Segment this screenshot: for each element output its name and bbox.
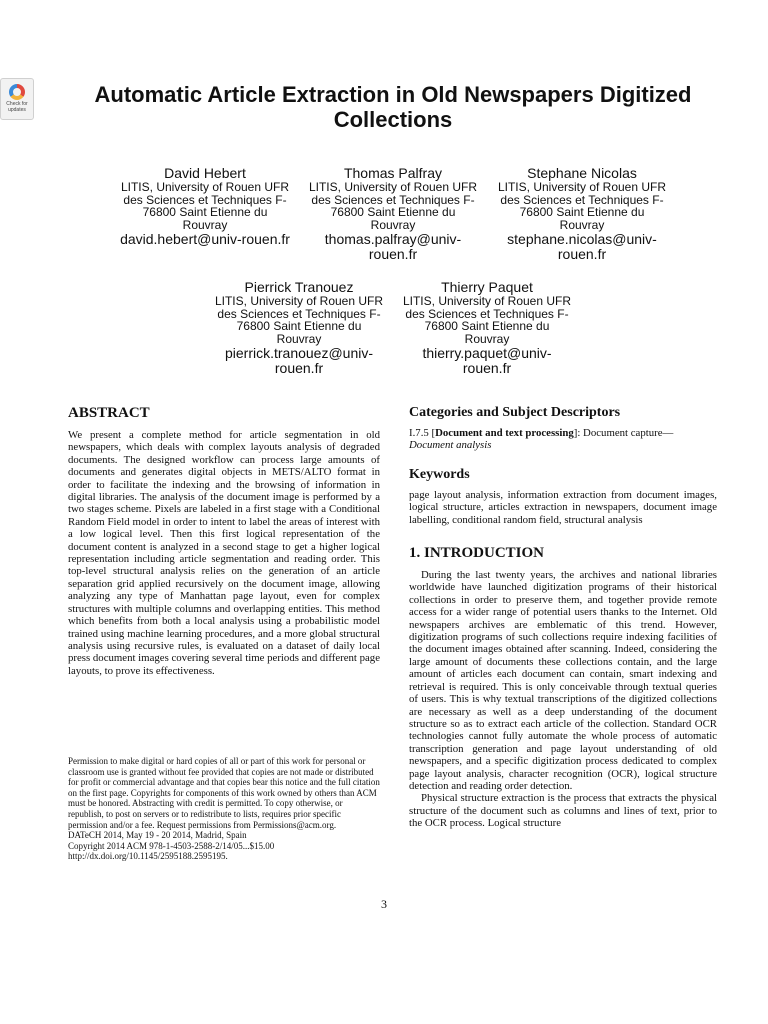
check-for-updates-badge[interactable]: [0, 78, 34, 120]
author-email: pierrick.tranouez@univ-rouen.fr: [224, 345, 374, 377]
permission-text: Permission to make digital or hard copies of all or part of this work for personal or classroom use is granted without fee provided that copies are not made or distributed for profit or commercial advantage and that copies bear this notice and the full citation on the first page. Copyrights for components of this work owned by others than ACM must be honored. Abstracting with credit is permitted. To copy otherwise, or republish, to post on servers or to redistribute to lists, requires prior specific permission and/or a fee. Request permissions from Permissions@acm.org.: [68, 756, 380, 830]
category-italic: Document analysis: [409, 439, 492, 452]
author-name: David Hebert: [164, 165, 246, 181]
badge-text: Check for updates: [6, 101, 28, 113]
author-name: Thierry Paquet: [441, 279, 533, 295]
author-name: Thomas Palfray: [343, 165, 443, 181]
author-affiliation: LITIS, University of Rouen UFR des Sciences et Techniques F-76800 Saint Etienne du Rouvray: [120, 180, 290, 232]
page-number: 3: [381, 897, 387, 911]
doi-link[interactable]: http://dx.doi.org/10.1145/2595188.2595195.: [68, 851, 228, 862]
introduction-paragraph: Physical structure extraction is the process that extracts the physical structure of the document such as columns and lines of text, prior to the OCR process. Logical structure: [409, 792, 717, 830]
keywords-heading: Keywords: [409, 466, 470, 482]
author-affiliation: LITIS, University of Rouen UFR des Sciences et Techniques F-76800 Saint Etienne du Rouvray: [497, 180, 667, 232]
abstract-text: We present a complete method for article segmentation in old newspapers, which deals with complex layouts analysis of degraded documents. The designed workflow can process large amounts of documents and generates digital objects in METS/ALTO format in order to facilitate the indexing and the browsing of information in digital libraries. The analysis of the document image is performed by a two stages scheme. Pixels are labeled in a first stage with a Conditional Random Field model in order to intent to label the areas of interest with a low logical level. Then this first logical representation of the document content is analyzed in a second stage to get a higher logical representation including article segmentation and reading order. This top-level structural analysis relies on the generation of an article separation grid applied recursively on the document image, allowing analyzing any type of Manhattan page layout, even for complex structures with multiple columns and overlapping entities. This method which benefits from both a local analysis using a probabilistic model trained using machine learning procedures, and a more global structural analysis using recursive rules, is evaluated on a dataset of daily local press document images covering several time periods and different page layouts, to prove its effectiveness.: [68, 429, 380, 677]
author-block: [214, 279, 384, 376]
conference-venue: DATeCH 2014, May 19 - 20 2014, Madrid, Spain: [68, 830, 247, 841]
author-email: stephane.nicolas@univ-rouen.fr: [507, 231, 657, 263]
author-name: Pierrick Tranouez: [244, 279, 354, 295]
author-email: david.hebert@univ-rouen.fr: [120, 231, 290, 248]
introduction-paragraph: During the last twenty years, the archives and national libraries worldwide have launched digitization programs of their historical collections in order to preserve them, and together provide remote access for a wider range of potential users thanks to the Internet. Old newspapers archives are emblematic of this trend. However, digitization programs of such collections require indexing facilities of the document images obtained after scanning. Indeed, considering the large amount of documents these collections contain, and the large amount of articles each document can contain, smart indexing and retrieval is required. This is only conceivable through textual queries of users. This is why textual transcriptions of the digitized collections are necessary as well as a deep understanding of the document structure so as to extract each article of the collection. Standard OCR technologies cannot fully automate the whole process of automatic transcription generation and page layout understanding of old newspapers, and a specific digitization process dedicated to complex page layout analysis, character recognition (OCR), logical structure detection and reading order detection.: [409, 569, 717, 792]
author-block: [120, 165, 290, 247]
category-bold: Document and text processing: [435, 427, 574, 439]
right-column: [409, 404, 717, 830]
introduction-heading: 1. INTRODUCTION: [409, 545, 545, 562]
keywords-text: page layout analysis, information extraction from document images, logical structure, articles extraction in newspapers, document image labelling, conditional random field, structural analysis: [409, 488, 717, 526]
category-code: I.7.5 [: [409, 427, 436, 439]
author-block: [308, 165, 478, 262]
author-name: Stephane Nicolas: [527, 165, 637, 181]
author-email: thomas.palfray@univ-rouen.fr: [324, 231, 462, 263]
abstract-heading: ABSTRACT: [68, 405, 150, 421]
crossmark-icon: [9, 84, 25, 100]
author-email: thierry.paquet@univ-rouen.fr: [422, 345, 552, 377]
author-block: [497, 165, 667, 262]
author-affiliation: LITIS, University of Rouen UFR des Sciences et Techniques F-76800 Saint Etienne du Rouvray: [402, 294, 572, 346]
author-affiliation: LITIS, University of Rouen UFR des Sciences et Techniques F-76800 Saint Etienne du Rouvray: [214, 294, 384, 346]
author-block: [402, 279, 572, 376]
author-affiliation: LITIS, University of Rouen UFR des Sciences et Techniques F-76800 Saint Etienne du Rouvray: [308, 180, 478, 232]
paper-title: Automatic Article Extraction in Old Newspapers Digitized Collections: [94, 82, 692, 132]
category-mid: ]: Document capture—: [573, 427, 674, 439]
categories-text: [409, 427, 717, 452]
categories-heading: Categories and Subject Descriptors: [409, 405, 621, 420]
permission-notice: [68, 756, 380, 862]
left-column: [68, 404, 380, 677]
copyright-line: Copyright 2014 ACM 978-1-4503-2588-2/14/05...$15.00: [68, 840, 275, 851]
